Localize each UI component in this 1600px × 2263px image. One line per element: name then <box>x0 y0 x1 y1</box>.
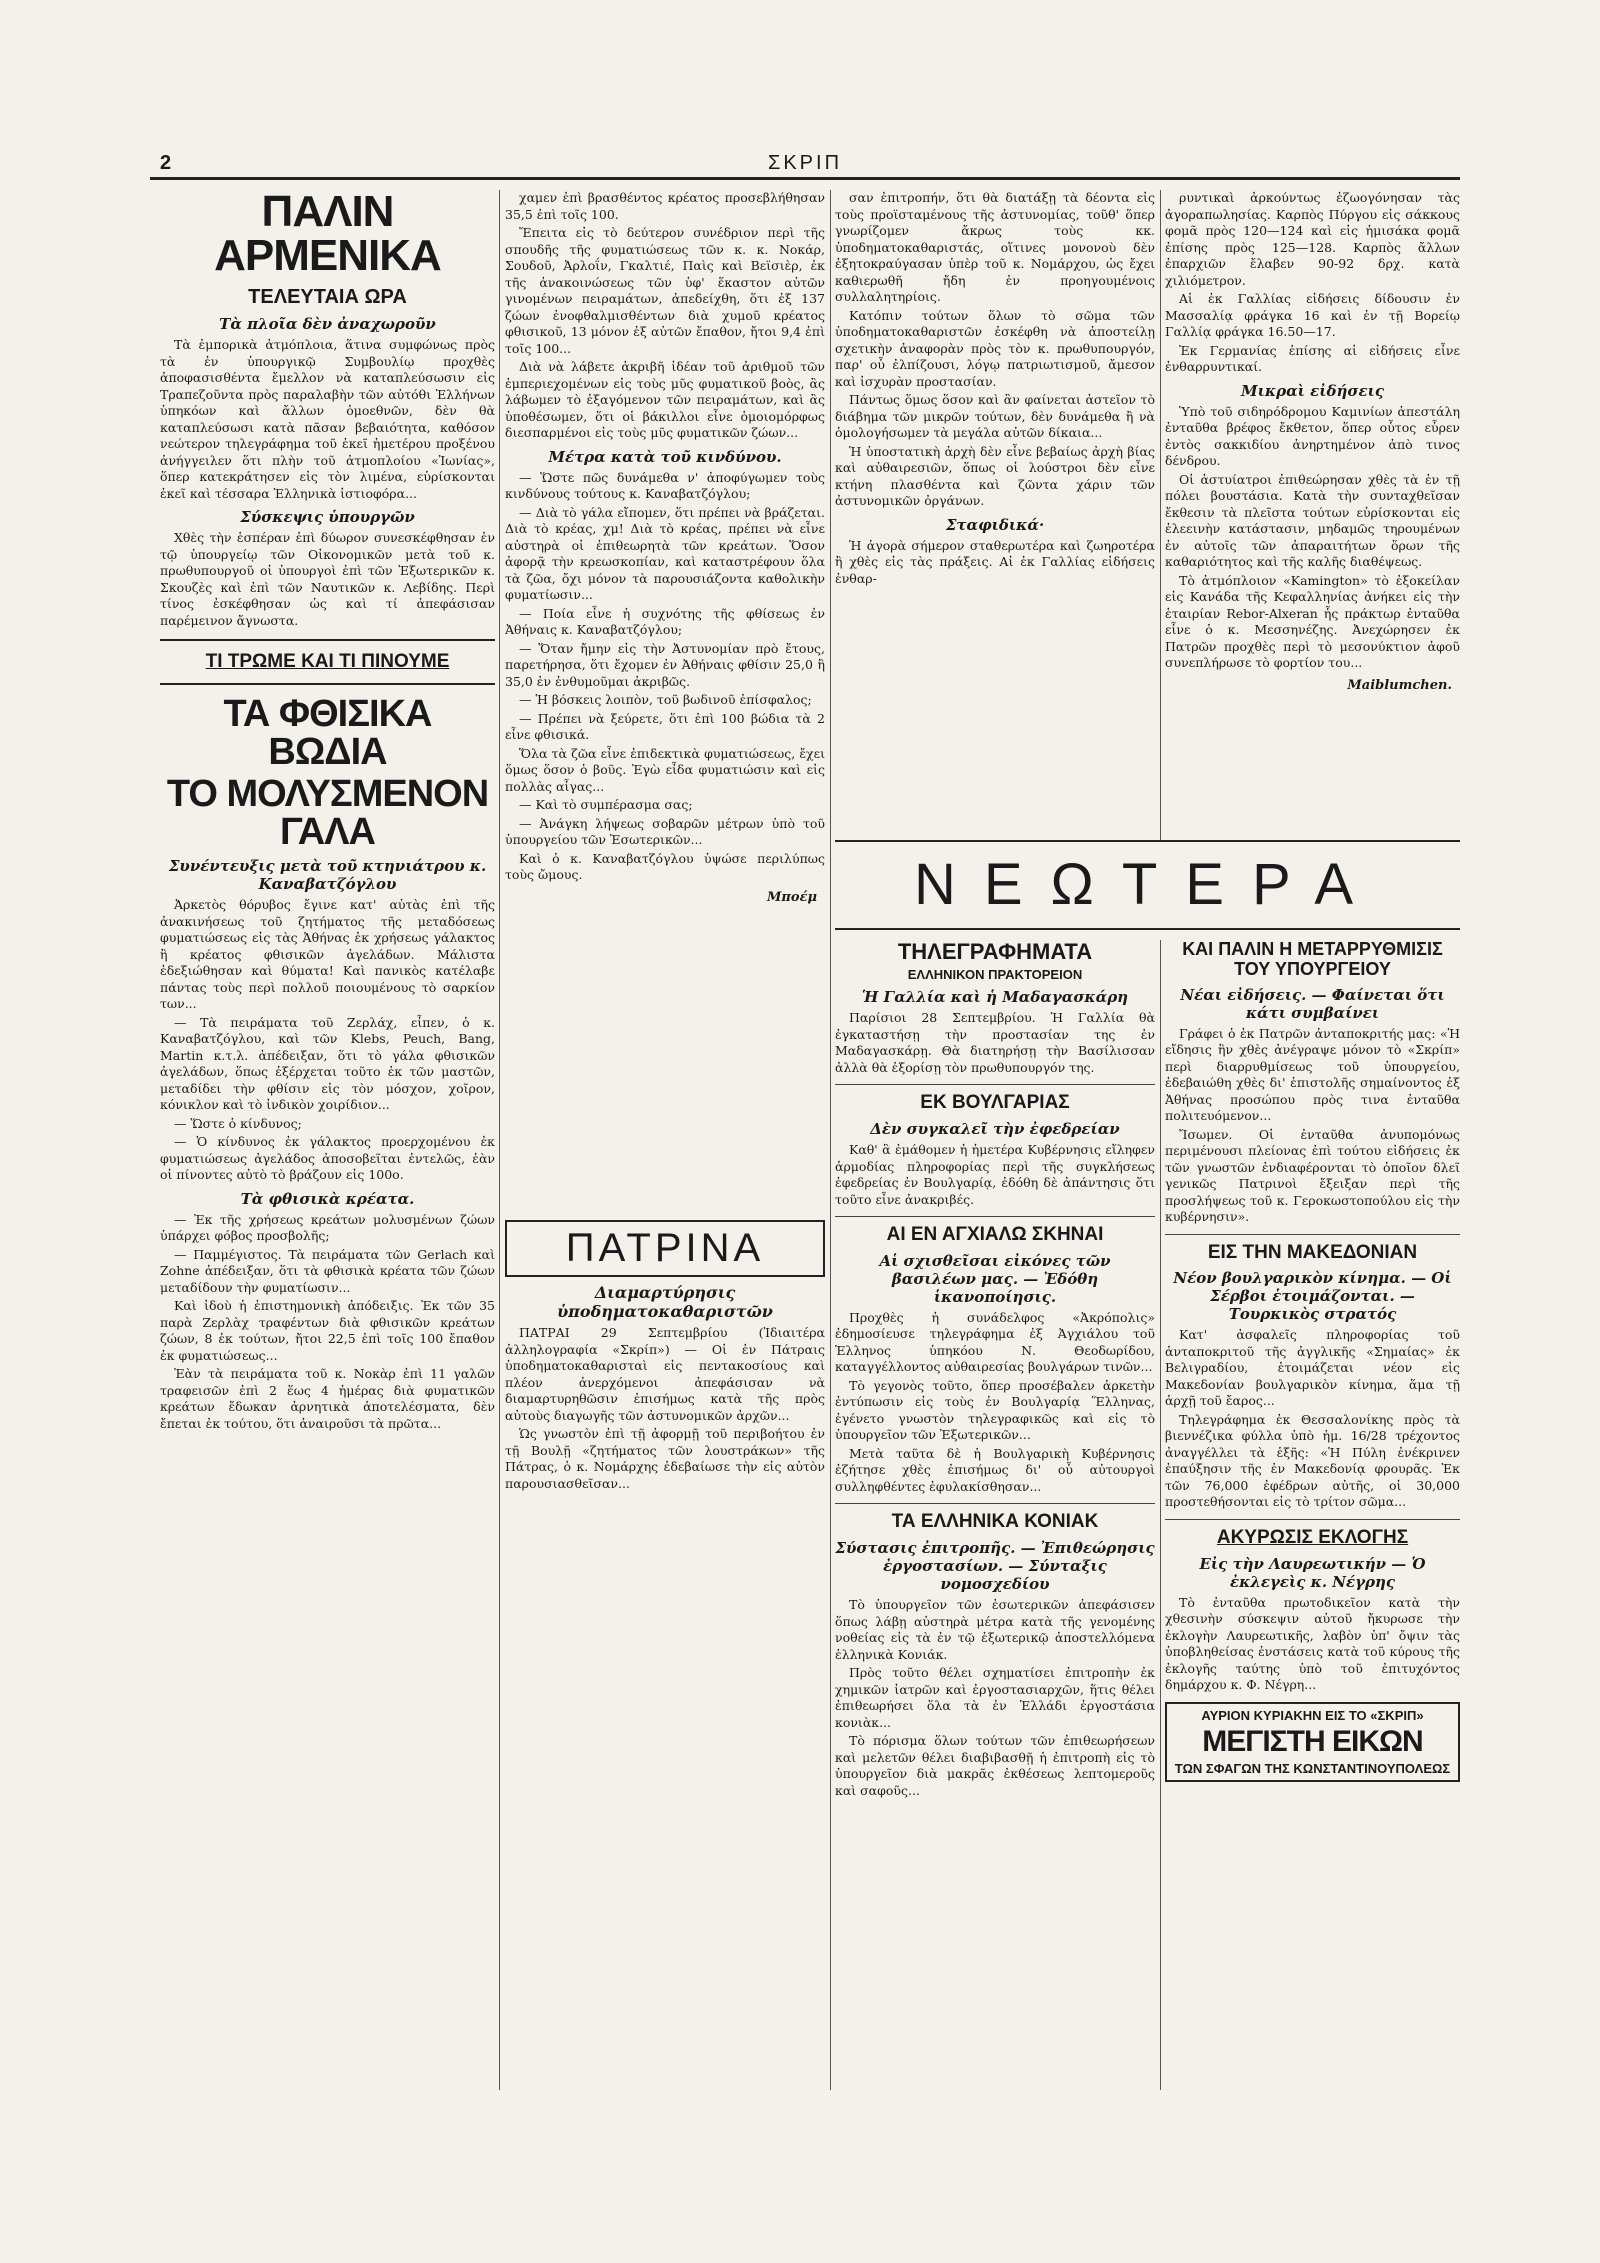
section-title: ΤΗΛΕΓΡΑΦΗΜΑΤΑ <box>897 940 1093 964</box>
article-paragraph: — Ποία εἶνε ἡ συχνότης τῆς φθίσεως ἐν Ἀθήναις κ. Καναβατζόγλου; <box>505 605 825 637</box>
section-title: ΕΚ ΒΟΥΛΓΑΡΙΑΣ <box>920 1092 1070 1114</box>
section-title: ΑΙ ΕΝ ΑΓΧΙΑΛΩ ΣΚΗΝΑΙ <box>886 1224 1104 1246</box>
article-paragraph: Κατ' ἀσφαλεῖς πληροφορίας τοῦ ἀνταποκριτοῦ τῆς ἀγγλικῆς «Σημαίας» ἐκ Βελιγραδίου, ἑτοιμάζεται νέον εἰς Μακεδονίαν βουλγαρικὸν κίνημα, ἅμα τῇ ἀρχῇ τοῦ ἔαρος... <box>1165 1327 1460 1409</box>
article-paragraph: — Ἀνάγκη λήψεως σοβαρῶν μέτρων ὑπὸ τοῦ ὑπουργείου τῶν Ἐσωτερικῶν... <box>505 815 825 847</box>
section-subtitle: ΕΛΛΗΝΙΚΟΝ ΠΡΑΚΤΟΡΕΙΟΝ <box>907 967 1083 983</box>
kicker: Μικραὶ εἰδήσεις <box>1241 381 1384 400</box>
article-paragraph: — Ὅταν ἤμην εἰς τὴν Ἀστυνομίαν πρὸ ἔτους, παρετήρησα, ὅτι ἔχομεν ἐν Ἀθήναις φθίσιν 25,0 ἢ 35,0 ἐν ἐνθυμοῦμαι ἀκριβῶς. <box>505 640 825 689</box>
column-2 <box>505 190 825 1210</box>
article-paragraph: ΠΑΤΡΑΙ 29 Σεπτεμβρίου (Ἰδιαιτέρα ἀλληλογραφία «Σκρίπ») — Οἱ ἐν Πάτραις ὑποδηματοκαθαρισταὶ εἰς πεντακοσίους καὶ πλέον ἀνερχόμενοι ἀπεφάσισαν νὰ διαμαρτυρηθῶσιν ἐπισήμως κατὰ τῆς πρὸς αὐτοὺς διαγωγῆς τῶν ἀστυνομικῶν ἀρχῶν... <box>505 1325 825 1423</box>
kicker: Σύσκεψις ὑπουργῶν <box>240 508 415 526</box>
article-paragraph: Πρὸς τοῦτο θέλει σχηματίσει ἐπιτροπὴν ἐκ χημικῶν ἰατρῶν καὶ ἐργοστασιαρχῶν, ἥτις θέλει ἐπιθεωρήσει ὅλα τὰ ἐν Ἑλλάδι ἐργοστάσια κονιὰκ... <box>835 1665 1155 1730</box>
article-paragraph: — Ἡ βόσκεις λοιπὸν, τοῦ βωδινοῦ ἐπίσφαλος; <box>519 692 812 707</box>
article-paragraph: Ὑπὸ τοῦ σιδηρόδρομου Καμινίων ἀπεστάλη ἐνταῦθα βρέφος ἔκθετον, ὅπερ οὗτος εὗρεν ἐντὸς σακκιδίου ἀνηρτημένον ἀπὸ τινος δένδρου. <box>1165 403 1460 468</box>
article-paragraph: Προχθὲς ἡ συνάδελφος «Ἀκρόπολις» ἐδημοσίευσε τηλεγράφημα ἐξ Ἀγχιάλου τοῦ Ἑλληνος ὑπηκόου Ν. Θεοδωρίδου, καταγγέλλοντος αὐθαιρεσίας βουλγάρων τινῶν... <box>835 1309 1155 1375</box>
article-paragraph: Διὰ νὰ λάβετε ἀκριβῆ ἰδέαν τοῦ ἀριθμοῦ τῶν ἐμπεριεχομένων εἰς τοὺς μῦς φυματικοῦ βοὸς, ἂς λάβωμεν τὸ ἐξαγόμενον τῶν πειραμάτων, καὶ ἂς ὑποθέσωμεν, ὅτι οἱ βάκιλλοι εἶνε ὁμοιομόρφως διεσπαρμένοι εἰς τοὺς μῦς φυματικῶν ζώων... <box>505 359 825 440</box>
divider <box>160 683 495 685</box>
article-paragraph: Ὅλα τὰ ζῶα εἶνε ἐπιδεκτικὰ φυματιώσεως, ἔχει ὅμως ὅσον ὁ βοῦς. Ἐγὼ εἶδα φυματιώσιν καὶ εἰς πολλὰς αἶγας... <box>505 745 825 794</box>
article-paragraph: — Ὥστε πῶς δυνάμεθα ν' ἀποφύγωμεν τοὺς κινδύνους τούτους κ. Καναβατζόγλου; <box>505 469 825 501</box>
article-paragraph: Τὸ ἀτμόπλοιον «Kamington» τὸ ἐξοκείλαν εἰς Κανάδα τῆς Κεφαλληνίας ἀνήκει εἰς τὴν ἑταιρίαν Rebor-Alxeran ἧς πράκτωρ ἐνταῦθα εἶνε ὁ κ. Μεσσηνέζης. Ἀνεχώρησεν ἐκ Πατρῶν προχθὲς περὶ τὸ μεσονύκτιον ἀφοῦ συνεπλήρωσε τὸ φορτίον του... <box>1165 572 1460 670</box>
kicker: Δὲν συγκαλεῖ τὴν ἐφεδρείαν <box>870 1120 1120 1139</box>
article-paragraph: Οἱ ἀστυίατροι ἐπιθεώρησαν χθὲς τὰ ἐν τῇ πόλει βουστάσια. Κατὰ τὴν συνταχθεῖσαν ἔκθεσιν τὰ πλεῖστα τούτων εὑρίσκονται εἰς ἐλεεινὴν κατάστασιν, μηδαμῶς τηρουμένων ἐν αὐτοῖς τῶν ἀπαραιτήτων ὅρων τῆς καθαριότητος καὶ τῆς καλῆς διαθέψεως. <box>1165 471 1460 569</box>
column-1 <box>160 190 495 2090</box>
promo-title: ΜΕΓΙΣΤΗ ΕΙΚΩΝ <box>1202 1724 1423 1758</box>
article-paragraph: Ἡ ἀγορὰ σήμερον σταθερωτέρα καὶ ζωηροτέρα ἢ χθὲς εἰς τὰς πράξεις. Αἱ ἐκ Γαλλίας εἰδήσεις ἐνθαρ- <box>835 537 1155 586</box>
section-title: ΤΑ ΕΛΛΗΝΙΚΑ ΚΟΝΙΑΚ <box>891 1511 1099 1533</box>
telegrams-column <box>835 940 1155 2090</box>
article-paragraph: Ἀρκετὸς θόρυβος ἔγινε κατ' αὐτὰς ἐπὶ τῆς ἀνακινήσεως τοῦ ζητήματος τῆς μεταδόσεως φυματιώσεως εἰς τὰς Ἀθήνας ἐκ χρήσεως γάλακτος ἢ κρέατος φθισικῶν ἀγελάδων. Μάλιστα ἐδεξιώθησαν καὶ θύματα! Καὶ πανικὸς κατέλαβε πάντας τοὺς περὶ πολλοῦ ποιουμένους τὸ σαρκίον των... <box>160 897 495 1011</box>
article-paragraph: Αἱ ἐκ Γαλλίας εἰδήσεις δίδουσιν ἐν Μασσαλίᾳ φράγκα 16 καὶ ἐν τῇ Βορείῳ Γαλλίᾳ φράγκα 16.50—17. <box>1165 291 1460 339</box>
article-paragraph: Ἡ ὑποστατικὴ ἀρχὴ δὲν εἶνε βεβαίως ἀρχὴ βίας καὶ αὐθαιρεσιῶν, ὅπως οἱ λούστροι δὲν εἶνε κτήνη πλασθέντα καὶ ζῶντα χάριν τῶν ἀστυνομικῶν ὀργάνων. <box>835 443 1155 508</box>
kicker: Διαμαρτύρησις ὑποδηματοκαθαριστῶν <box>557 1283 773 1321</box>
article-paragraph: σαν ἐπιτροπήν, ὅτι θὰ διατάξῃ τὰ δέοντα εἰς τοὺς προϊσταμένους τῆς ἀστυνομίας, τοῦθ' ὅπερ γνωρίζομεν ἄκρως τοὺς κκ. ὑποδηματοκαθαριστάς, οἵτινες μονονοὺ δὲν ἐξητοκραύγασαν ὑπὲρ τοῦ κ. Νομάρχου, ὡς ἔχει καθιερωθῆ ἤδη ἐν προηγουμένοις συλλαλητηρίοις. <box>835 190 1155 304</box>
article-paragraph: — Ὁ κίνδυνος ἐκ γάλακτος προερχομένου ἐκ φυματιώσεως ἀγελάδος ἀποσοβεῖται ἐντελῶς, ἐὰν οἱ πίνοντες αὐτὸ τὸ βράζουν εἰς 100ο. <box>160 1134 495 1182</box>
divider <box>1165 1519 1460 1520</box>
article-paragraph: Τηλεγράφημα ἐκ Θεσσαλονίκης πρὸς τὰ βιεννέζικα φύλλα ὑπὸ ἡμ. 16/28 τρέχοντος ἀναγγέλλει τὰ ἑξῆς: «Ἡ Πύλη ἐνέκρινεν ἐπαύξησιν τῆς ἐν Μακεδονίᾳ φρουρᾶς. Ἐκ τῶν 76,000 ἐφέδρων αὐτῆς, οἱ 30,000 προστεθήσονται εἰς τὸ τρίτον σῶμα... <box>1165 1411 1460 1510</box>
headline-armenika: ΠΑΛΙΝ ΑΡΜΕΝΙΚΑ <box>214 190 441 280</box>
kicker: Συνέντευξις μετὰ τοῦ κτηνιάτρου κ. Καναβατζόγλου <box>168 857 487 893</box>
kicker: Εἰς τὴν Λαυρεωτικήν — Ὁ ἐκλεγεὶς κ. Νέγρης <box>1199 1554 1426 1591</box>
newspaper-page <box>150 150 1460 2090</box>
article-paragraph: Τὸ ὑπουργεῖον τῶν ἐσωτερικῶν ἀπεφάσισεν ὅπως λάβῃ αὐστηρὰ μέτρα κατὰ τῆς γενομένης νοθείας εἰς τὰ ἐν τῷ ἐξωτερικῷ ἀποστελλόμενα ἑλληνικὰ Κονιάκ. <box>835 1597 1155 1662</box>
headline-fthisika: ΤΑ ΦΘΙΣΙΚΑ ΒΩΔΙΑ <box>223 693 432 773</box>
article-paragraph: — Τὰ πειράματα τοῦ Ζερλάχ, εἶπεν, ὁ κ. Καναβατζόγλου, καὶ τῶν Klebs, Peuch, Bang, Martin κ.τ.λ. ἀπέδειξαν, ὅτι τὸ γάλα φθισικῶν ἀγελάδων, ὅπως ἐξέρχεται τοῦτο ἐκ τῶν μαστῶν, μεταδίδει τὴν φθίσιν εἰς τὸν μόσχον, χοῖρον, κόνικλον καὶ τὸ ἰνδικὸν χοιρίδιον... <box>160 1014 495 1112</box>
article-paragraph: Καὶ ὁ κ. Καναβατζόγλου ὑψώσε περιλύπως τοὺς ὤμους. <box>505 850 825 882</box>
kicker: Νέαι εἰδήσεις. — Φαίνεται ὅτι κάτι συμβαίνει <box>1180 985 1445 1022</box>
kicker: Μέτρα κατὰ τοῦ κινδύνου. <box>548 447 782 466</box>
column-rule <box>499 190 500 2090</box>
article-paragraph: Παρίσιοι 28 Σεπτεμβρίου. Ἡ Γαλλία θὰ ἐγκαταστήσῃ τὴν προστασίαν της ἐν Μαδαγασκάρῃ. Θὰ διατηρήσῃ τὴν Βασίλισσαν ἀλλὰ θὰ ἐξορίσῃ τὸν πρωθυπουργόν της. <box>835 1010 1155 1075</box>
kicker: Νέον βουλγαρικὸν κίνημα. — Οἱ Σέρβοι ἑτοιμάζονται. — Τουρκικὸς στρατός <box>1173 1269 1452 1324</box>
divider <box>835 1084 1155 1085</box>
neotera-banner <box>835 840 1460 930</box>
kicker: Ἡ Γαλλία καὶ ἡ Μαδαγασκάρη <box>861 988 1129 1007</box>
article-paragraph: — Καὶ τὸ συμπέρασμα σας; <box>519 797 693 812</box>
section-title: ΕΙΣ ΤΗΝ ΜΑΚΕΔΟΝΙΑΝ <box>1207 1241 1418 1263</box>
article-paragraph: χαμεν ἐπὶ βρασθέντος κρέατος προσεβλήθησαν 35,5 ἐπὶ τοῖς 100. <box>505 190 825 222</box>
promo-box <box>1165 1702 1460 1782</box>
signature: Μποέμ <box>767 889 817 905</box>
article-paragraph: Κατόπιν τούτων ὅλων τὸ σῶμα τῶν ὑποδηματοκαθαριστῶν ἐσκέφθη νὰ ἀποστείλῃ σχετικὴν ἀναφορὰν πρὸς τὸν κ. πρωθυπουργόν, παρ' οὗ ἐλπίζουσι, λόγῳ πατριωτισμοῦ, ἄμεσον καὶ ἰσχυρὰν προστασίαν. <box>835 307 1155 389</box>
column-rule <box>1160 190 1161 840</box>
promo-line: ΤΩΝ ΣΦΑΓΩΝ ΤΗΣ ΚΩΝΣΤΑΝΤΙΝΟΥΠΟΛΕΩΣ <box>1174 1760 1451 1776</box>
article-paragraph: Καθ' ἃ ἐμάθομεν ἡ ἡμετέρα Κυβέρνησις εἴληφεν ἁρμοδίας πληροφορίας περὶ τῆς συγκλήσεως ἐφεδρείας ἐν Βουλγαρίᾳ, ἐδόθη δὲ ἀπάντησις ὅτι τοῦτο εἶνε ἀνακριβές. <box>835 1142 1155 1207</box>
divider <box>160 639 495 641</box>
news-column <box>1165 940 1460 2090</box>
article-paragraph: Ἔπειτα εἰς τὸ δεύτερον συνέδριον περὶ τῆς σπουδῆς τῆς φυματιώσεως τῶν κ. κ. Νοκάρ, Σουδοῦ, Ἀρλοΐν, Γκαλτιέ, Παὶς καὶ Βεϊσιὲρ, ἐκ τῆς ἀνακοινώσεως τῶν ὑφ' ἕκαστον αὐτῶν γινομένων πειραμάτων, ἀπεδείχθη, ὅτι ἐξ 137 ζώων ἐνοφθαλμισθέντων διὰ χυμοῦ κρέατος φθισικοῦ, 13 μόνον ἐξ αὐτῶν ἔπαθον, ἤτοι 9,4 ἐπὶ τοῖς 100... <box>505 225 825 356</box>
article-paragraph: Ἐὰν τὰ πειράματα τοῦ κ. Νοκὰρ ἐπὶ 11 γαλῶν τραφεισῶν ἐπὶ 2 ἕως 4 ἡμέρας διὰ φυματικῶν κρεάτων ἔδωκαν ἀρνητικὰ ἀποτελέσματα, δὲν ἔπεται ἐκ τούτου, ὅτι ἀναιροῦσι τὰ πρῶτα... <box>160 1366 495 1431</box>
divider <box>835 1216 1155 1217</box>
article-paragraph: Τὸ γεγονὸς τοῦτο, ὅπερ προσέβαλεν ἀρκετὴν ἐντύπωσιν εἰς τοὺς ἐν Βουλγαρίᾳ Ἕλληνας, ἐγένετο γνωστὸν τηλεγραφικῶς καὶ εἰς τὸ ὑπουργεῖον τῶν Ἐξωτερικῶν... <box>835 1377 1155 1443</box>
article-paragraph: Ἐκ Γερμανίας ἐπίσης αἱ εἰδήσεις εἶνε ἐνθαρρυντικαί. <box>1165 342 1460 374</box>
kicker: Τὰ φθισικὰ κρέατα. <box>240 1189 415 1208</box>
promo-line: ΑΥΡΙΟΝ ΚΥΡΙΑΚΗΝ ΕΙΣ ΤΟ «ΣΚΡΙΠ» <box>1201 1707 1424 1723</box>
article-paragraph: Μετὰ ταῦτα δὲ ἡ Βουλγαρικὴ Κυβέρνησις ἐζήτησε χθὲς ἐπισήμως δι' οὗ αὐτουργοὶ συλληφθέντες ἐφυλακίσθησαν... <box>835 1445 1155 1494</box>
article-paragraph: Ἴσωμεν. Οἱ ἐνταῦθα ἀνυπομόνως περιμένουσι πλείονας ἐπὶ τούτου εἰδήσεις ἐκ τῶν γνωστῶν ἐνδιαφέρονται τὸ ὁποῖον δλεῖ γενικῶς Πατρινοὶ ἔξειξαν περὶ τῆς προσλήψεως τοῦ κ. Γεροκωστοπούλου εἰς τὴν κυβέρνησιν». <box>1165 1126 1460 1225</box>
article-paragraph: Τὸ πόρισμα ὅλων τούτων τῶν ἐπιθεωρήσεων καὶ μελετῶν θέλει διαβιβασθῇ ἡ ἐπιτροπὴ εἰς τὸ ὑπουργεῖον διὰ μακρᾶς ἐκθέσεως λεπτομεροῦς καὶ σαφοῦς... <box>835 1733 1155 1798</box>
article-paragraph: — Παμμέγιστος. Τὰ πειράματα τῶν Gerlach καὶ Zohne ἀπέδειξαν, ὅτι τὰ φθισικὰ κρέατα τῶν ζώων μεταδίδουν τὴν φυματίωσιν... <box>160 1246 495 1295</box>
divider <box>835 1503 1155 1504</box>
column-3 <box>835 190 1155 855</box>
article-paragraph: Χθὲς τὴν ἑσπέραν ἐπὶ δύωρον συνεσκέφθησαν ἐν τῷ ὑπουργείῳ τῶν Οἰκονομικῶν μετὰ τοῦ κ. πρωθυπουργοῦ οἱ ὑπουργοὶ ἐπὶ τῶν Ἐξωτερικῶν κ. Σκουζὲς καὶ ἐπὶ τῶν Ναυτικῶν κ. Λεβίδης. Περὶ τίνος ἐσκέφθησαν ὡς καὶ τί ἀπεφάσισαν παρέμεινον ἄγνωστα. <box>160 530 495 628</box>
article-paragraph: Γράφει ὁ ἐκ Πατρῶν ἀνταποκριτής μας: «Ἡ εἴδησις ἣν χθὲς ἀνέγραψε μόνον τὸ «Σκρίπ» περὶ διαρρυθμίσεως τοῦ ὑπουργείου, ἐδεβαιώθη χθὲς δι' ἐπιστολῆς σημαίνοντος ἐξ Ἀθήνας προσώπου πρὸς τινα ἐνταῦθα πολιτευόμενον... <box>1165 1025 1460 1124</box>
kicker: Σύστασις ἐπιτροπῆς. — Ἐπιθεώρησις ἐργοστασίων. — Σύνταξις νομοσχεδίου <box>835 1539 1155 1594</box>
article-paragraph: — Ἐκ τῆς χρήσεως κρεάτων μολυσμένων ζώων ὑπάρχει φόβος προσβολῆς; <box>160 1211 495 1243</box>
section-title: ΚΑΙ ΠΑΛΙΝ Η ΜΕΤΑΡΡΥΘΜΙΣΙΣ ΤΟΥ ΥΠΟΥΡΓΕΙΟΥ <box>1182 940 1443 979</box>
article-paragraph: Τὸ ἐνταῦθα πρωτοδικεῖον κατὰ τὴν χθεσινὴν σύσκεψιν αὐτοῦ ἤκυρωσε τὴν ἐκλογὴν Λαυρεωτικῆς, λαβὸν ὑπ' ὄψιν τὰς ὑποβληθείσας ἐνστάσεις κατὰ τοῦ κύρους τῆς ἐκλογῆς ταύτης ὑπὸ τοῦ ἐπιτυχόντος δημάρχου κ. Φ. Νέγρη... <box>1165 1594 1460 1693</box>
column-rule <box>1160 940 1161 2090</box>
masthead <box>150 150 1460 180</box>
article-paragraph: ρυντικαὶ ἀρκούντως ἐζωογόνησαν τὰς ἀγοραπωλησίας. Καρπὸς Πύργου εἰς σάκκους φομᾶ πρὸς 120—124 καὶ εἰς ἡμισάκα φομᾶ ἐπίσης πρὸς 125—128. Καρπὸς ἄλλων ἐπαρχιῶν ἔλαβεν 90-92 δρχ. κατὰ χιλιόμετρον. <box>1165 190 1460 288</box>
article-paragraph: — Πρέπει νὰ ξεύρετε, ὅτι ἐπὶ 100 βώδια τὰ 2 εἶνε φθισικά. <box>505 710 825 742</box>
signature: Maiblumchen. <box>1347 677 1452 693</box>
paper-name: ΣΚΡΙΠ <box>767 152 843 174</box>
article-paragraph: — Ὥστε ὁ κίνδυνος; <box>174 1115 302 1131</box>
article-paragraph: Τὰ ἐμπορικὰ ἀτμόπλοια, ἅτινα συμφώνως πρὸς τὰ ἐν ὑπουργικῷ Συμβουλίῳ προχθὲς ἀποφασισθέντα ἔμελλον νὰ καταπλεύσωσιν εἰς Τραπεζοῦντα πρὸς παραλαβὴν τῶν αὐτόθι Ἑλλήνων ὑπηκόων καὶ ἄλλων ὁμοεθνῶν, δὲν θὰ καταπλεύσωσι κατὰ πᾶσαν βεβαιότητα, καθόσον νεώτερον τηλεγράφημα τοῦ ἐκεῖ ἡμετέρου προξένου ἀνήγγειλεν ὅτι πλὴν τοῦ ἀτμοπλοίου «Ἰωνίας», ὅπερ κατεκράτησεν εἰς τὸν λιμένα, εὑρίσκονται ἐκεῖ καὶ τέσσαρα Ἑλληνικὰ ἱστιοφόρα... <box>160 337 495 501</box>
kicker: Τὰ πλοῖα δὲν ἀναχωροῦν <box>219 315 436 333</box>
article-paragraph: Πάντως ὅμως ὅσον καὶ ἂν φαίνεται ἀστεῖον τὸ διάβημα τῶν μικρῶν τούτων, δὲν δυνάμεθα ἢ νὰ ὁμολογήσωμεν τὰ μεγάλα αὐτῶν δίκαια... <box>835 392 1155 440</box>
column-rule <box>830 190 831 2090</box>
kicker: Αἱ σχισθεῖσαι εἰκόνες τῶν βασιλέων μας. — Ἐδόθη ἱκανοποίησις. <box>879 1251 1111 1306</box>
section-title: ΤΙ ΤΡΩΜΕ ΚΑΙ ΤΙ ΠΙΝΟΥΜΕ <box>205 651 450 672</box>
subhead: ΤΕΛΕΥΤΑΙΑ ΩΡΑ <box>248 286 407 308</box>
article-paragraph: — Διὰ τὸ γάλα εἴπομεν, ὅτι πρέπει νὰ βράζεται. Διὰ τὸ κρέας, χμ! Διὰ τὸ κρέας, πρέπει νὰ εἶνε αὐστηρὰ οἱ ἐπιθεωρητὰ τῶν κρεάτων. Ὅσον ἀφορᾷ τὴν κρεωσκοπίαν, καὶ καταστρέφουν ὅλα τὰ ζῶα, ὄχι μόνον τὰ παρουσιάζοντα καθολικὴν φυματίωσιν... <box>505 504 825 602</box>
section-title: ΠΑΤΡΙΝΑ <box>505 1220 825 1277</box>
headline-gala: ΤΟ ΜΟΛΥΣΜΕΝΟΝ ΓΑΛΑ <box>166 773 489 853</box>
kicker: Σταφιδικά· <box>945 515 1045 534</box>
article-paragraph: Καὶ ἰδοὺ ἡ ἐπιστημονικὴ ἀπόδειξις. Ἐκ τῶν 35 παρὰ Ζερλὰχ τραφέντων διὰ φθισικῶν κρεάτων ζώων, 8 ἐκ τούτων, ἤτοι 22,5 ἐπὶ τοῖς 100 ἔπαθον ἐκ φυματιώσεως... <box>160 1298 495 1363</box>
section-title: ΑΚΥΡΩΣΙΣ ΕΚΛΟΓΗΣ <box>1216 1526 1409 1548</box>
patrina-section <box>505 1220 825 2090</box>
neotera-title: ΝΕΩΤΕΡΑ <box>913 852 1382 917</box>
article-paragraph: Ὡς γνωστὸν ἐπὶ τῇ ἀφορμῇ τοῦ περιβοήτου ἐν τῇ Βουλῇ «ζητήματος τῶν λουστράκων» τῆς Πάτρας, ὁ κ. Νομάρχης ἐδεβαίωσε τὴν εἰς αὐτὸν παρουσιασθεῖσαν... <box>505 1426 825 1491</box>
divider <box>1165 1234 1460 1235</box>
page-number: 2 <box>160 152 172 174</box>
